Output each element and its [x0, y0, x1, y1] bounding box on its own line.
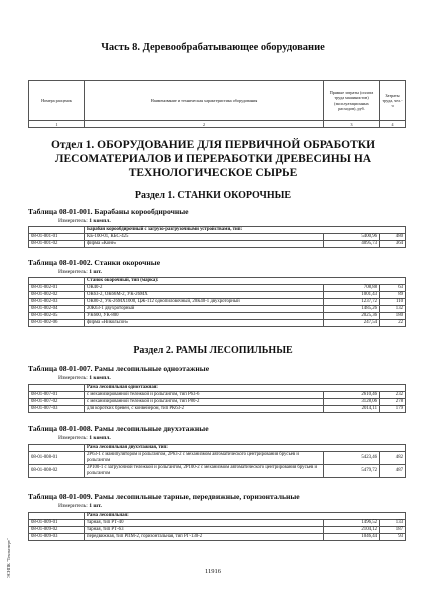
rate-code: 08-01-007-01	[29, 392, 85, 399]
column-header-table	[28, 80, 406, 128]
rate-code: 08-01-001-02	[29, 241, 85, 248]
rate-name: передвижная, тип РПМ-2, горизонтальная, тип РГ-130-2	[85, 534, 324, 541]
table-row	[29, 241, 406, 248]
table-row	[29, 320, 406, 327]
table-row	[29, 452, 406, 465]
rate-code: 08-01-009-01	[29, 520, 85, 527]
group-row	[29, 385, 406, 392]
rate-name: ОК40-2	[85, 285, 324, 292]
group-row	[29, 278, 406, 285]
rate-cost: 1046,44	[324, 534, 380, 541]
meter-value: 1 шт.	[89, 503, 102, 509]
rate-name: 2Р63-1 с манипулятором и рольгангом, 2Р63-2 с механизмом автоматического центрирования брусьев и рольгангом	[85, 452, 324, 465]
meter	[58, 375, 111, 381]
rate-cost: 4095,73	[324, 241, 380, 248]
rate-name: ОК80-2, УК-26МХ1000, ЦЖ-112 однопиловочный, 20К40-1 двухроторный	[85, 299, 324, 306]
rate-name: для коротких бревен, с конвейером, тип РК63-2	[85, 406, 324, 413]
rate-name: КБ-100-01, КБС-425	[85, 234, 324, 241]
table-row	[29, 527, 406, 534]
table-title: Таблица 08-01-002. Станки окорочные	[28, 258, 161, 267]
rate-labor: 89	[380, 292, 406, 299]
rate-cost: 5400,96	[324, 234, 380, 241]
table-row	[29, 520, 406, 527]
group-label: Рама лесопильная двухэтажная, тип:	[85, 445, 406, 452]
rate-cost: 1001,43	[324, 292, 380, 299]
column-header-codes: Номера расценок	[29, 81, 85, 121]
meter-value: 1 компл.	[89, 435, 111, 441]
rate-code: 08-01-002-06	[29, 320, 85, 327]
rate-code: 08-01-009-03	[29, 534, 85, 541]
table-title: Таблица 08-01-008. Рамы лесопильные двухэтажные	[28, 424, 209, 433]
rate-name: УК600, УК-800	[85, 313, 324, 320]
rate-labor: 22	[380, 320, 406, 327]
group-label: Станок окорочный, тип (марка):	[85, 278, 406, 285]
meter-label: Измеритель:	[58, 218, 88, 224]
rate-name: ОК63-2, ОК66М-2, УК-26МХ	[85, 292, 324, 299]
rate-labor: 487	[380, 464, 406, 477]
meter-value: 1 шт.	[89, 269, 102, 275]
rate-name: 20К63-1 двухроторный	[85, 306, 324, 313]
group-label: Рама лесопильная:	[85, 513, 406, 520]
meter-label: Измеритель:	[58, 435, 88, 441]
rate-cost: 5423,46	[324, 452, 380, 465]
rate-labor: 232	[380, 392, 406, 399]
table-row	[29, 534, 406, 541]
meter-value: 1 компл.	[89, 218, 111, 224]
rate-code: 08-01-007-02	[29, 399, 85, 406]
rate-code: 08-01-002-02	[29, 292, 85, 299]
rates-table	[28, 277, 406, 327]
group-row	[29, 513, 406, 520]
table-row	[29, 285, 406, 292]
meter	[58, 218, 111, 224]
rate-cost: 2014,11	[324, 406, 380, 413]
column-header-direct-costs: Прямые затраты (оплата труда машинистов) (эксплуатационных расходов), руб.	[324, 81, 380, 121]
group-label: Рама лесопильная одноэтажная:	[85, 385, 406, 392]
table-row	[29, 299, 406, 306]
rate-code: 08-01-001-01	[29, 234, 85, 241]
rate-cost: 2610,46	[324, 392, 380, 399]
table-row	[29, 313, 406, 320]
rate-labor: 278	[380, 399, 406, 406]
meter	[58, 269, 102, 275]
rate-labor: 93	[380, 534, 406, 541]
rate-labor: 482	[380, 452, 406, 465]
rates-table	[28, 384, 406, 413]
rate-cost: 1496,52	[324, 520, 380, 527]
rate-name: с механизированной тележкой и рольгангом, тип Р80-2	[85, 399, 324, 406]
column-number: 3	[324, 121, 380, 128]
column-header-name: Наименование и техническая характеристика оборудования	[85, 81, 324, 121]
rate-name: тарная, тип РТ-40	[85, 520, 324, 527]
rate-code: 08-01-002-01	[29, 285, 85, 292]
table-row	[29, 399, 406, 406]
rates-table	[28, 444, 406, 478]
meter-value: 1 компл.	[89, 375, 111, 381]
column-number: 4	[380, 121, 406, 128]
side-note: ЭСНПК "Техэксперт"	[6, 538, 11, 578]
meter-label: Измеритель:	[58, 375, 88, 381]
rate-name: тарная, тип РТ-63	[85, 527, 324, 534]
rate-labor: 364	[380, 241, 406, 248]
rate-code: 08-01-008-01	[29, 452, 85, 465]
rate-labor: 110	[380, 299, 406, 306]
meter-label: Измеритель:	[58, 503, 88, 509]
table-title: Таблица 08-01-009. Рамы лесопильные тарные, передвижные, горизонтальные	[28, 492, 300, 501]
column-number: 2	[85, 121, 324, 128]
page-heading: Часть 8. Деревообрабатывающее оборудование	[101, 42, 325, 53]
rate-name: с механизированной тележкой и рольгангом, тип Р63-6	[85, 392, 324, 399]
table-title: Таблица 08-01-007. Рамы лесопильные одноэтажные	[28, 364, 210, 373]
rate-labor: 187	[380, 527, 406, 534]
rate-cost: 1237,72	[324, 299, 380, 306]
table-row	[29, 406, 406, 413]
rates-table	[28, 512, 406, 541]
group-row	[29, 445, 406, 452]
meter-label: Измеритель:	[58, 269, 88, 275]
table-row	[29, 292, 406, 299]
meter	[58, 503, 102, 509]
rate-code: 08-01-002-03	[29, 299, 85, 306]
rate-code: 08-01-008-02	[29, 464, 85, 477]
table-row	[29, 464, 406, 477]
rate-labor: 180	[380, 313, 406, 320]
rate-labor: 133	[380, 520, 406, 527]
rate-name: 2Р100-1 с загрузочной тележкой и рольгангом, 2Р100-2 с механизмом автоматического центрирования брусьев и рольгангом	[85, 464, 324, 477]
rate-name: фирма «Никольсон»	[85, 320, 324, 327]
rate-cost: 2104,12	[324, 527, 380, 534]
razdel-1-title: Раздел 1. СТАНКИ ОКОРОЧНЫЕ	[134, 190, 292, 201]
rate-cost: 247,54	[324, 320, 380, 327]
column-number: 1	[29, 121, 85, 128]
rate-cost: 1485,26	[324, 306, 380, 313]
table-row	[29, 306, 406, 313]
rate-code: 08-01-002-05	[29, 313, 85, 320]
rate-cost: 5479,72	[324, 464, 380, 477]
rate-cost: 3128,06	[324, 399, 380, 406]
razdel-2-title: Раздел 2. РАМЫ ЛЕСОПИЛЬНЫЕ	[133, 345, 293, 356]
rates-table	[28, 226, 406, 248]
rate-code: 08-01-002-04	[29, 306, 85, 313]
group-row	[29, 227, 406, 234]
rate-labor: 132	[380, 306, 406, 313]
table-row	[29, 234, 406, 241]
rate-cost: 708,88	[324, 285, 380, 292]
rate-labor: 63	[380, 285, 406, 292]
otdel-title: Отдел 1. ОБОРУДОВАНИЕ ДЛЯ ПЕРВИЧНОЙ ОБРАБОТКИ ЛЕСОМАТЕРИАЛОВ И ПЕРЕРАБОТКИ ДРЕВЕСИНЫ НА ТЕХНОЛОГИЧЕСКОЕ СЫРЬЕ	[50, 139, 376, 179]
rate-code: 08-01-007-03	[29, 406, 85, 413]
column-header-labor: Затраты труда, чел.-ч	[380, 81, 406, 121]
rate-labor: 179	[380, 406, 406, 413]
rate-labor: 480	[380, 234, 406, 241]
table-title: Таблица 08-01-001. Барабаны корообдирочные	[28, 207, 189, 216]
table-row	[29, 392, 406, 399]
meter	[58, 435, 111, 441]
page-number: 11916	[204, 568, 221, 575]
rate-name: фирма «Коне»	[85, 241, 324, 248]
rate-code: 08-01-009-02	[29, 527, 85, 534]
rate-cost: 2025,36	[324, 313, 380, 320]
group-label: Барабан корообдирочный с загрузо-разгрузочными устройствами, тип:	[85, 227, 406, 234]
